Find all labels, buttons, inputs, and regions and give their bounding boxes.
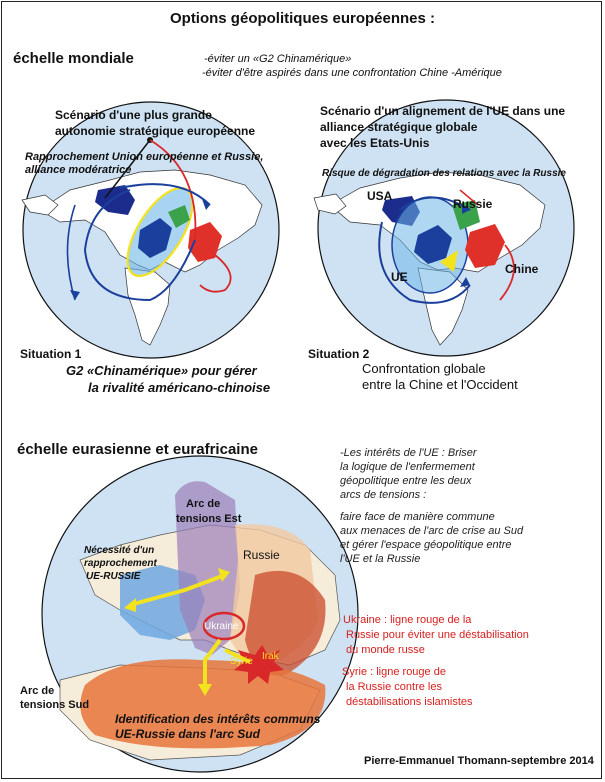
scenario-2-line-2: alliance stratégique globale — [320, 120, 478, 134]
arc-est-line-2: tensions Est — [176, 513, 242, 525]
credit: Pierre-Emmanuel Thomann-septembre 2014 — [364, 755, 594, 767]
note-1-line-1: Rapprochement Union européenne et Russie, — [25, 151, 264, 163]
note-1-line-2: alliance modératrice — [25, 164, 132, 176]
situation-2-label: Situation 2 — [308, 347, 370, 361]
syrie-note-line-2: la Russie contre les — [346, 681, 442, 693]
map-label-russie: Russie — [453, 197, 493, 211]
face-line-3: et gérer l'espace géopolitique entre — [340, 539, 512, 551]
scenario-2-line-3: avec les Etats-Unis — [320, 136, 430, 150]
scenario-1-line-2: autonomie stratégique européenne — [55, 124, 256, 138]
caption-1-line-1: G2 «Chinamérique» pour gérer — [66, 363, 257, 378]
necessite-line-3: UE-RUSSIE — [86, 571, 141, 582]
ukraine-note-line-2: Russie pour éviter une déstabilisation — [346, 629, 529, 641]
interests-line-2: la logique de l'enfermement — [340, 461, 475, 473]
caption-2-line-1: Confrontation globale — [362, 361, 486, 376]
map-label-ue: UE — [391, 270, 408, 284]
syrie-note-line-3: déstabilisations islamistes — [346, 696, 473, 708]
caption-2-line-2: entre la Chine et l'Occident — [362, 377, 518, 392]
interests-line-3: géopolitique entre les deux — [340, 475, 472, 487]
risk-note: Risque de dégradation des relations avec la Russie — [322, 168, 566, 179]
globe-situation-1 — [22, 102, 279, 358]
map-label-irak: Irak — [262, 651, 279, 662]
situation-1-label: Situation 1 — [20, 347, 82, 361]
map-label-russie-2: Russie — [243, 548, 280, 562]
arc-sud-line-2: tensions Sud — [20, 699, 90, 711]
page-title: Options géopolitiques européennes : — [169, 10, 436, 27]
heading-world-scale: échelle mondiale — [13, 50, 134, 67]
identification-line-2: UE-Russie dans l'arc Sud — [115, 727, 260, 741]
syrie-note-line-1: Syrie : ligne rouge de — [342, 666, 446, 678]
interests-line-1: -Les intérêts de l'UE : Briser — [340, 447, 477, 459]
goal-2: -éviter d'être aspirés dans une confrontation Chine -Amérique — [202, 67, 502, 79]
map-label-ukraine: Ukraine — [204, 621, 239, 632]
ukraine-note-line-3: du monde russe — [346, 644, 425, 656]
ukraine-note-line-1: Ukraine : ligne rouge de la — [343, 614, 472, 626]
map-label-chine: Chine — [505, 262, 539, 276]
face-line-4: l'UE et la Russie — [340, 553, 421, 565]
arc-sud-line-1: Arc de — [20, 685, 55, 697]
necessite-line-2: rapprochement — [84, 558, 157, 569]
map-label-syrie: Syrie — [230, 656, 253, 667]
arc-est-line-1: Arc de — [186, 498, 221, 510]
map-label-usa: USA — [367, 189, 393, 203]
interests-line-4: arcs de tensions : — [340, 489, 427, 501]
face-line-2: aux menaces de l'arc de crise au Sud — [340, 525, 524, 537]
identification-line-1: Identification des intérêts communs — [115, 712, 321, 726]
scenario-2-line-1: Scénario d'un alignement de l'UE dans une — [320, 104, 566, 118]
heading-eurasian-scale: échelle eurasienne et eurafricaine — [17, 441, 258, 458]
face-line-1: faire face de manière commune — [340, 511, 495, 523]
scenario-1-line-1: Scénario d'une plus grande — [55, 108, 212, 122]
necessite-line-1: Nécessité d'un — [84, 545, 155, 556]
caption-1-line-2: la rivalité américano-chinoise — [88, 380, 271, 395]
goal-1: -éviter un «G2 Chinamérique» — [204, 53, 352, 65]
